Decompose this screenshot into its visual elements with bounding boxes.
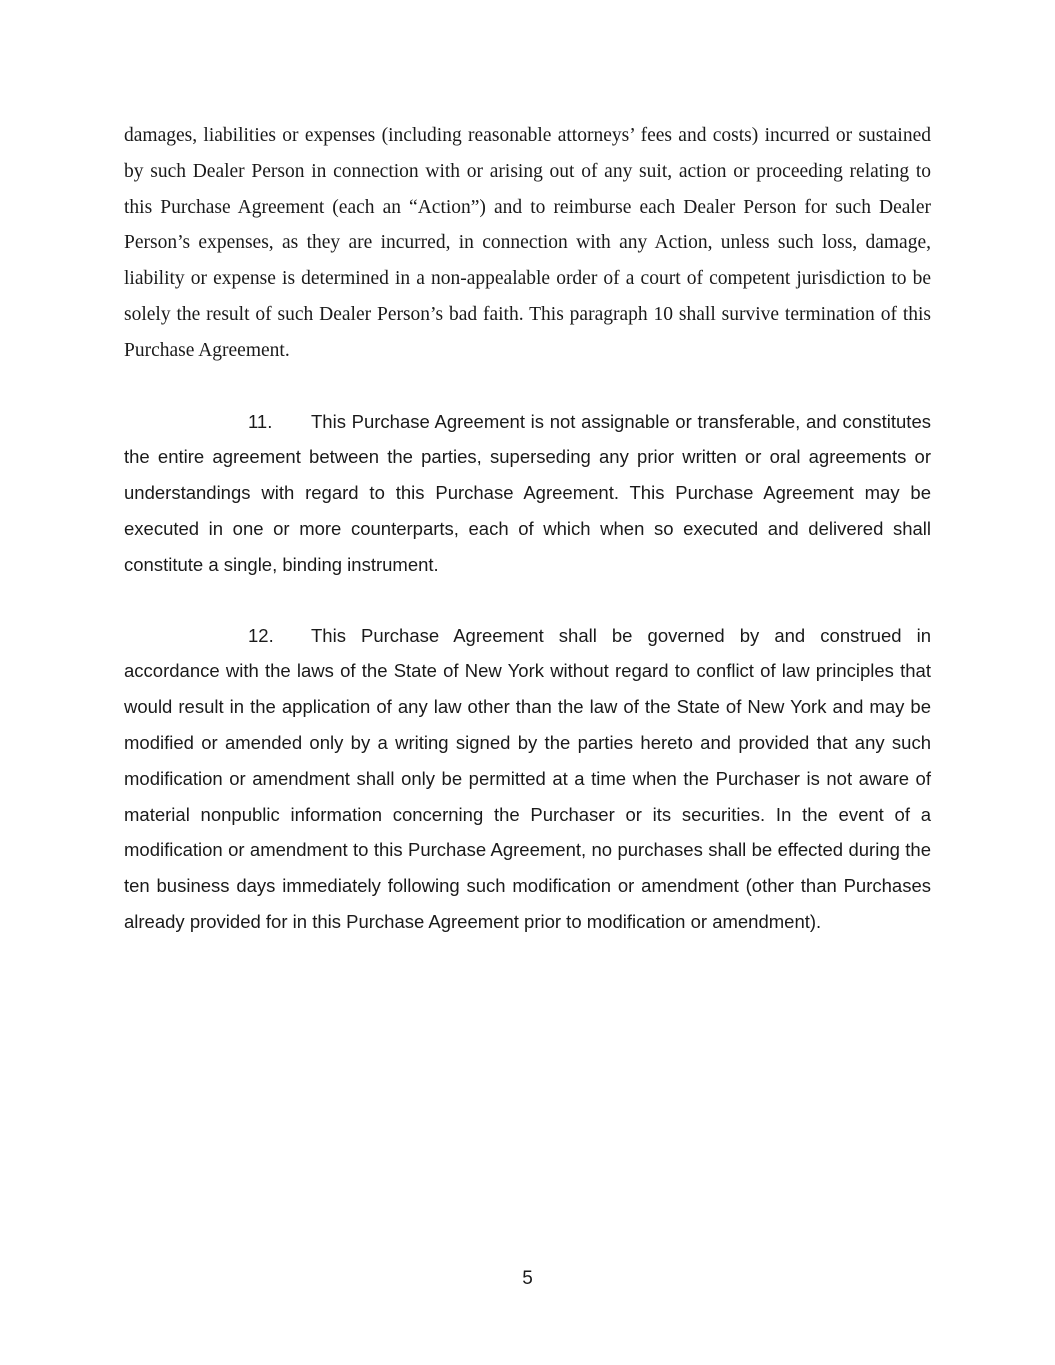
paragraph-11	[124, 404, 931, 583]
paragraph-text: This Purchase Agreement shall be governed by and construed in accordance with the laws of the State of New York without regard to conflict of law principles that would result in the application of any law other than the law of the State of New York and may be modified or amended only by a writing signed by the parties hereto and provided that any such modification or amendment shall only be permitted at a time when the Purchaser is not aware of material nonpublic information concerning the Purchaser or its securities. In the event of a modification or amendment to this Purchase Agreement, no purchases shall be effected during the ten business days immediately following such modification or amendment (other than Purchases already provided for in this Purchase Agreement prior to modification or amendment).	[124, 624, 931, 932]
page-number: 5	[522, 1268, 533, 1289]
paragraph-text: This Purchase Agreement is not assignable or transferable, and constitutes the entire agreement between the parties, superseding any prior written or oral agreements or understandings with regard to this Purchase Agreement. This Purchase Agreement may be executed in one or more counterparts, each of which when so executed and delivered shall constitute a single, binding instrument.	[124, 410, 931, 575]
paragraph-number: 11.	[248, 410, 273, 432]
paragraph-12	[124, 618, 931, 940]
paragraph-10-continued: damages, liabilities or expenses (including reasonable attorneys’ fees and costs) incurred or sustained by such Dealer Person in connection with or arising out of any suit, action or proceeding relating to this Purchase Agreement (each an “Action”) and to reimburse each Dealer Person for such Dealer Person’s expenses, as they are incurred, in connection with any Action, unless such loss, damage, liability or expense is determined in a non-appealable order of a court of competent jurisdiction to be solely the result of such Dealer Person’s bad faith. This paragraph 10 shall survive termination of this Purchase Agreement.	[124, 125, 931, 361]
document-body	[124, 118, 931, 975]
paragraph-number: 12.	[248, 624, 274, 646]
